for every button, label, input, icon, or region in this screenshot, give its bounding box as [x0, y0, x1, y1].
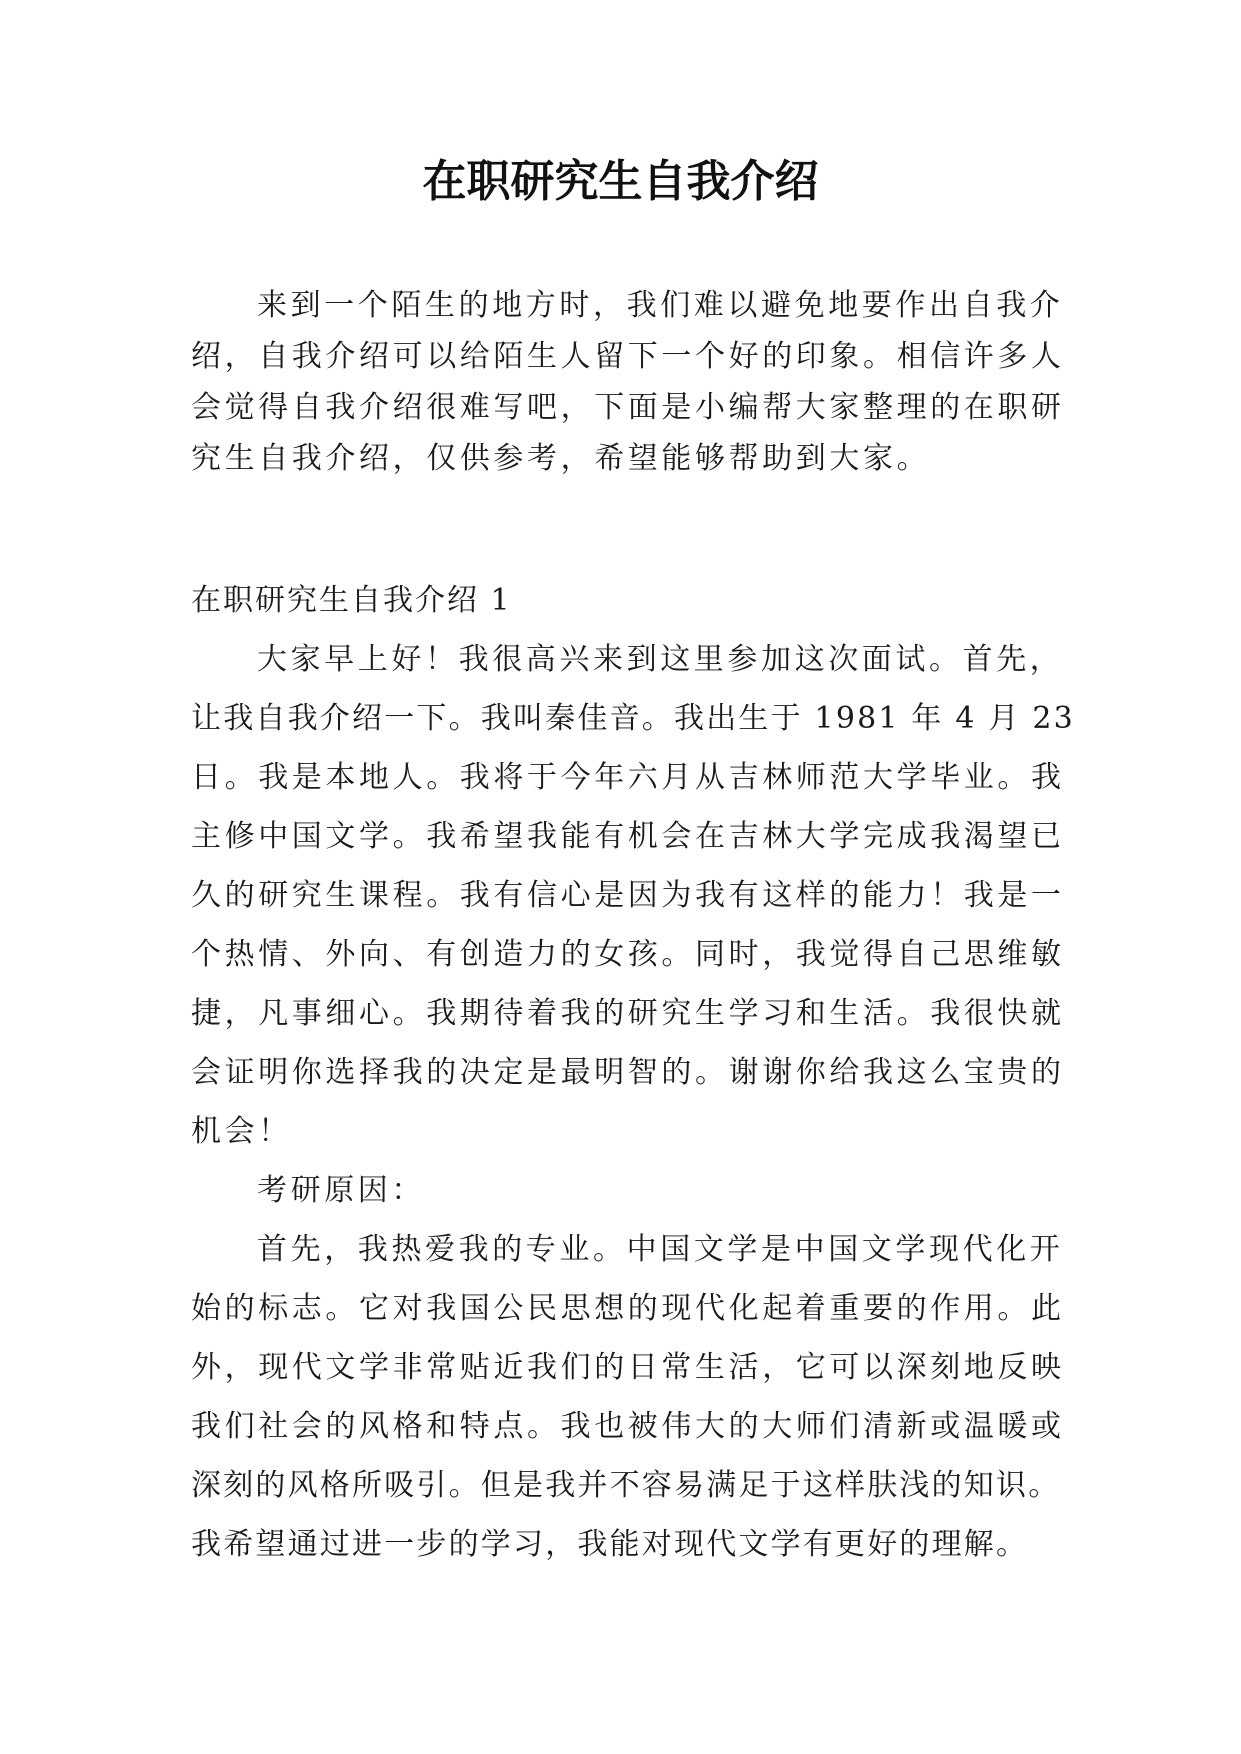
paragraph-line: 让我自我介绍一下。我叫秦佳音。我出生于 1981 年 4 月 23	[191, 701, 1075, 736]
paragraph-line: 主修中国文学。我希望我能有机会在吉林大学完成我渴望已	[191, 819, 1065, 854]
paragraph-line: 日。我是本地人。我将于今年六月从吉林师范大学毕业。我	[191, 760, 1065, 795]
intro-line: 绍，自我介绍可以给陌生人留下一个好的印象。相信许多人	[191, 339, 1065, 374]
intro-line: 究生自我介绍，仅供参考，希望能够帮助到大家。	[191, 441, 931, 476]
section-heading: 在职研究生自我介绍 1	[191, 583, 512, 618]
paragraph-line: 久的研究生课程。我有信心是因为我有这样的能力！我是一	[191, 878, 1065, 913]
paragraph-line: 外，现代文学非常贴近我们的日常生活，它可以深刻地反映	[191, 1350, 1065, 1385]
paragraph-line: 我们社会的风格和特点。我也被伟大的大师们清新或温暖或	[191, 1409, 1065, 1444]
document-title: 在职研究生自我介绍	[422, 156, 819, 207]
paragraph-line: 始的标志。它对我国公民思想的现代化起着重要的作用。此	[191, 1291, 1065, 1326]
paragraph-line: 捷，凡事细心。我期待着我的研究生学习和生活。我很快就	[191, 996, 1065, 1031]
paragraph-line: 机会！	[191, 1114, 292, 1149]
intro-line: 来到一个陌生的地方时，我们难以避免地要作出自我介	[257, 288, 1064, 323]
paragraph-line: 会证明你选择我的决定是最明智的。谢谢你给我这么宝贵的	[191, 1055, 1065, 1090]
paragraph-line: 我希望通过进一步的学习，我能对现代文学有更好的理解。	[191, 1527, 1029, 1562]
reason-heading: 考研原因：	[257, 1173, 425, 1208]
paragraph-line: 个热情、外向、有创造力的女孩。同时，我觉得自己思维敏	[191, 937, 1065, 972]
paragraph-line: 大家早上好！我很高兴来到这里参加这次面试。首先，	[257, 642, 1064, 677]
intro-line: 会觉得自我介绍很难写吧，下面是小编帮大家整理的在职研	[191, 390, 1065, 425]
paragraph-line: 深刻的风格所吸引。但是我并不容易满足于这样肤浅的知识。	[191, 1468, 1061, 1503]
paragraph-line: 首先，我热爱我的专业。中国文学是中国文学现代化开	[257, 1232, 1064, 1267]
